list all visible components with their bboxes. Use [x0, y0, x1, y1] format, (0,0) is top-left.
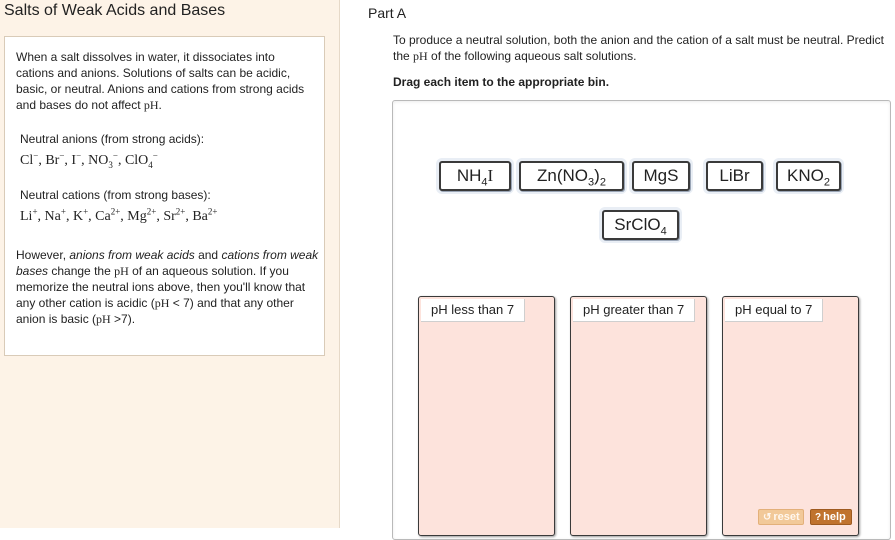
ph-symbol: pH	[143, 98, 159, 112]
draggable-salt-libr[interactable]: LiBr	[706, 161, 763, 191]
question-prompt	[393, 32, 888, 64]
draggable-salt-zn-no3-2[interactable]: $Zn(NO_3)_2$	[519, 161, 624, 191]
intro-text	[16, 49, 316, 113]
weak-emphasis-1: anions from weak acids	[69, 248, 195, 262]
weak-text-5: < 7) and that any other anion is basic (	[16, 296, 294, 326]
intro-pre: When a salt dissolves in water, it dissociates into cations and anions. Solutions of salts can be acidic, basic, or neutral. Anions and cations from strong acids and bases do not affect	[16, 50, 305, 112]
bin-label: pH greater than 7	[573, 299, 695, 322]
draggable-salt-srclo4[interactable]: SrClO$_4$	[602, 210, 679, 240]
ph-symbol: pH	[154, 296, 170, 310]
prompt-post: of the following aqueous salt solutions.	[427, 49, 637, 63]
help-button[interactable]	[810, 509, 852, 525]
neutral-anions-list: Cl−, Br−, I−, $NO_3^-$, ClO$_4$−	[20, 150, 158, 170]
weak-text-3: change the	[48, 264, 115, 278]
draggable-salt-kno2[interactable]: $KNO_2$	[776, 161, 841, 191]
weak-text-4: of an aqueous solution. If you memorize the neutral ions above, then you'll know that any other cation is acidic (	[16, 264, 306, 310]
weak-text-6: >7).	[110, 312, 136, 326]
drag-instruction: Drag each item to the appropriate bin.	[393, 75, 610, 89]
ph-symbol: pH	[96, 312, 111, 326]
reset-icon: ↺	[763, 512, 772, 523]
panel-title: Salts of Weak Acids and Bases	[4, 2, 226, 19]
bin-ph-less-than-7[interactable]	[418, 296, 555, 536]
neutral-cations-label: Neutral cations (from strong bases):	[20, 188, 211, 202]
neutral-cations-list: Li+, Na+, K+, $Ca^{2+}$, $Mg^{2+}$, $Sr^{2+}$, $Ba^{2+}$	[20, 206, 218, 224]
intro-post: .	[158, 98, 162, 112]
part-title: Part A	[368, 5, 407, 21]
intro-box	[4, 36, 325, 356]
help-label: help	[823, 511, 846, 523]
prompt-pre: To produce a neutral solution, both the anion and the cation of a salt must be neutral. Predict the	[393, 33, 884, 63]
bin-label: pH less than 7	[421, 299, 525, 322]
weak-text-1: However,	[16, 248, 70, 262]
ph-symbol: pH	[114, 264, 129, 278]
left-panel	[0, 0, 340, 528]
neutral-anions-label: Neutral anions (from strong acids):	[20, 132, 205, 146]
reset-button[interactable]	[758, 509, 804, 525]
bin-ph-equal-to-7[interactable]	[722, 296, 859, 536]
weak-ions-text	[16, 247, 321, 327]
draggable-salt-nh4i[interactable]: $NH_4I$	[439, 161, 511, 191]
ph-symbol: pH	[413, 49, 428, 63]
help-icon: ?	[815, 512, 822, 523]
weak-emphasis-2: cations from weak bases	[16, 248, 319, 278]
draggable-salt-mgs[interactable]: MgS	[632, 161, 690, 191]
bin-label: pH equal to 7	[725, 299, 823, 322]
bin-ph-greater-than-7[interactable]	[570, 296, 707, 536]
weak-text-2: and	[194, 248, 222, 262]
drag-drop-area	[392, 100, 891, 540]
reset-label: reset	[773, 511, 800, 523]
